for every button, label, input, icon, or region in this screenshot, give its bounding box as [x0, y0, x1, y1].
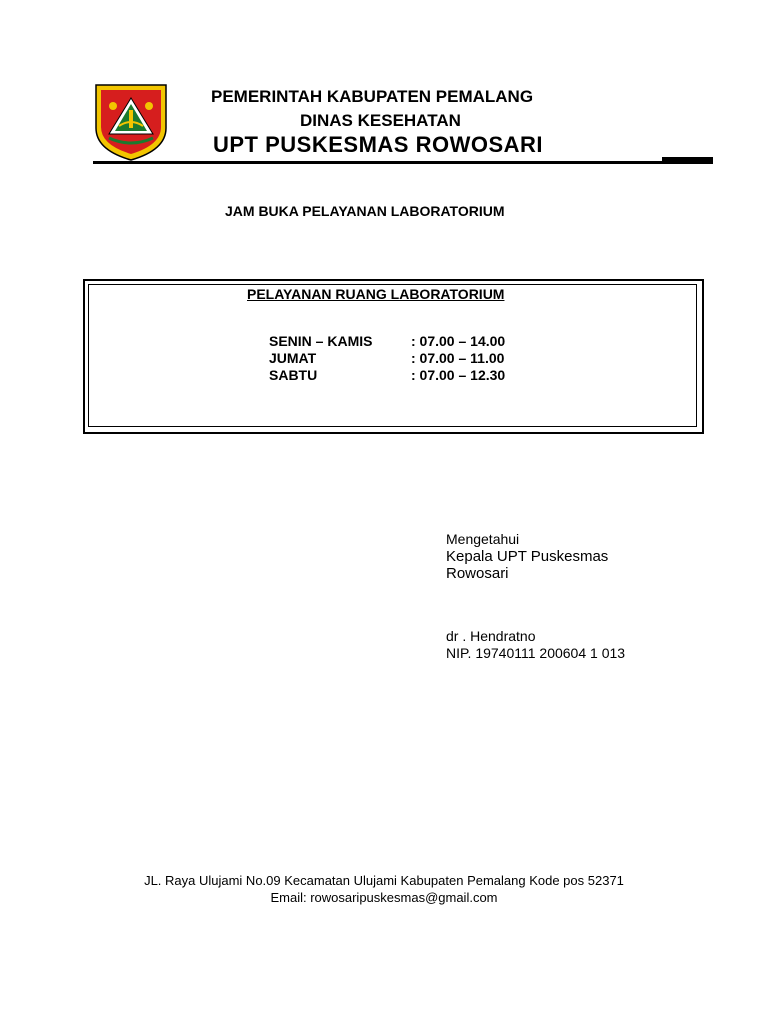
signature-position: Kepala UPT Puskesmas: [446, 548, 609, 565]
signature-position-location: Rowosari: [446, 565, 509, 582]
schedule-time: : 07.00 – 12.30: [411, 367, 506, 383]
schedule-row: [269, 350, 505, 367]
document-title: JAM BUKA PELAYANAN LABORATORIUM: [225, 203, 505, 219]
schedule-time: : 07.00 – 11.00: [411, 350, 505, 366]
header-government: PEMERINTAH KABUPATEN PEMALANG: [211, 87, 534, 106]
schedule-box-title: PELAYANAN RUANG LABORATORIUM: [247, 286, 505, 302]
header-rule-accent: [662, 157, 713, 161]
signatory-block: [446, 628, 625, 662]
schedule-day: SABTU: [269, 367, 318, 383]
schedule-day: SENIN – KAMIS: [269, 333, 373, 349]
signatory-nip: NIP. 19740111 200604 1 013: [446, 645, 626, 661]
signature-label: Mengetahui: [446, 531, 520, 547]
schedule-time: : 07.00 – 14.00: [411, 333, 506, 349]
schedule-row: [269, 333, 505, 350]
footer-address: JL. Raya Ulujami No.09 Kecamatan Ulujami Kabupaten Pemalang Kode pos 52371: [144, 873, 624, 888]
schedule-table: [269, 333, 505, 384]
header-department: DINAS KESEHATAN: [300, 111, 461, 130]
header-rule: [93, 161, 713, 164]
schedule-day: JUMAT: [269, 350, 317, 366]
footer-email: Email: rowosaripuskesmas@gmail.com: [270, 890, 498, 905]
signatory-name: dr . Hendratno: [446, 628, 536, 644]
signature-block: [446, 531, 608, 582]
footer: [0, 872, 768, 906]
pemalang-coat-of-arms-icon: [93, 82, 169, 162]
header-institution: UPT PUSKESMAS ROWOSARI: [213, 132, 544, 157]
schedule-row: [269, 367, 505, 384]
